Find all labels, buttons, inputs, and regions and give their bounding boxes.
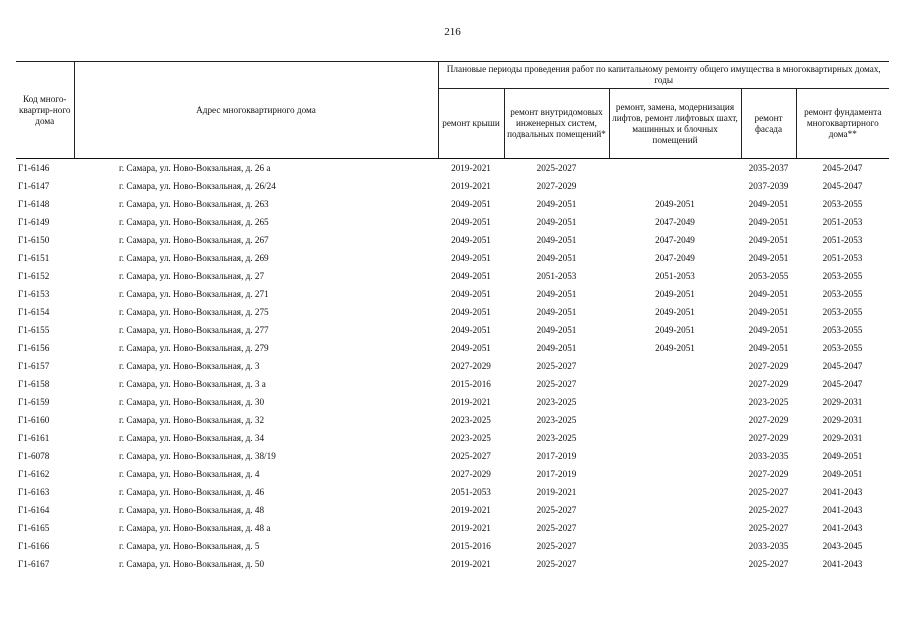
cell-foundation: 2041-2043	[822, 504, 863, 515]
cell-lifts	[609, 357, 741, 375]
cell-systems: 2025-2027	[536, 522, 577, 533]
cell-facade: 2025-2027	[748, 486, 789, 497]
cell-code: Г1-6148	[18, 198, 50, 209]
cell-facade: 2049-2051	[748, 252, 789, 263]
cell-roof: 2023-2025	[451, 414, 491, 425]
cell-systems: 2017-2019	[536, 450, 577, 461]
cell-lifts	[609, 465, 741, 483]
cell-facade: 2025-2027	[748, 504, 789, 515]
cell-systems: 2049-2051	[536, 324, 577, 335]
cell-code: Г1-6078	[18, 450, 50, 461]
cell-address: г. Самара, ул. Ново-Вокзальная, д. 265	[119, 216, 269, 227]
cell-lifts: 2049-2051	[655, 288, 695, 299]
cell-foundation: 2053-2055	[822, 288, 863, 299]
cell-lifts	[609, 375, 741, 393]
table-header	[16, 62, 889, 159]
cell-lifts	[609, 519, 741, 537]
cell-systems: 2017-2019	[536, 468, 577, 479]
cell-code: Г1-6149	[18, 216, 50, 227]
cell-facade: 2027-2029	[748, 414, 789, 425]
table-row	[16, 411, 889, 429]
cell-systems: 2049-2051	[536, 288, 577, 299]
cell-code: Г1-6154	[18, 306, 50, 317]
col-header-code: Код много-квартир-ного дома	[16, 62, 74, 159]
cell-systems: 2049-2051	[536, 342, 577, 353]
table-row	[16, 375, 889, 393]
cell-lifts	[609, 411, 741, 429]
cell-facade: 2025-2027	[748, 522, 789, 533]
cell-facade: 2023-2025	[748, 396, 789, 407]
cell-address: г. Самара, ул. Ново-Вокзальная, д. 269	[119, 252, 269, 263]
cell-address: г. Самара, ул. Ново-Вокзальная, д. 27	[119, 270, 265, 281]
cell-code: Г1-6156	[18, 342, 50, 353]
cell-systems: 2025-2027	[536, 360, 577, 371]
cell-lifts: 2047-2049	[655, 252, 695, 263]
cell-roof: 2049-2051	[451, 198, 491, 209]
table-row	[16, 339, 889, 357]
table-row	[16, 519, 889, 537]
cell-facade: 2049-2051	[748, 288, 789, 299]
cell-code: Г1-6163	[18, 486, 50, 497]
cell-foundation: 2041-2043	[822, 486, 863, 497]
cell-systems: 2019-2021	[536, 486, 577, 497]
cell-roof: 2051-2053	[451, 486, 491, 497]
cell-address: г. Самара, ул. Ново-Вокзальная, д. 263	[119, 198, 269, 209]
table-row	[16, 213, 889, 231]
cell-address: г. Самара, ул. Ново-Вокзальная, д. 48	[119, 504, 265, 515]
cell-systems: 2049-2051	[536, 306, 577, 317]
table-row	[16, 159, 889, 178]
cell-facade: 2027-2029	[748, 360, 789, 371]
cell-address: г. Самара, ул. Ново-Вокзальная, д. 38/19	[119, 450, 276, 461]
cell-address: г. Самара, ул. Ново-Вокзальная, д. 26/24	[119, 180, 276, 191]
col-header-systems: ремонт внутридомовых инженерных систем, подвальных помещений*	[504, 89, 609, 159]
cell-address: г. Самара, ул. Ново-Вокзальная, д. 271	[119, 288, 269, 299]
cell-lifts: 2049-2051	[655, 198, 695, 209]
cell-address: г. Самара, ул. Ново-Вокзальная, д. 50	[119, 558, 265, 569]
cell-lifts: 2047-2049	[655, 216, 695, 227]
cell-foundation: 2029-2031	[822, 396, 863, 407]
capital-repair-table	[16, 61, 889, 573]
cell-roof: 2019-2021	[451, 522, 491, 533]
cell-foundation: 2051-2053	[822, 252, 863, 263]
cell-roof: 2015-2016	[451, 540, 491, 551]
cell-roof: 2027-2029	[451, 468, 491, 479]
cell-address: г. Самара, ул. Ново-Вокзальная, д. 3	[119, 360, 260, 371]
cell-lifts	[609, 393, 741, 411]
cell-roof: 2049-2051	[451, 252, 491, 263]
cell-address: г. Самара, ул. Ново-Вокзальная, д. 279	[119, 342, 269, 353]
cell-facade: 2025-2027	[748, 558, 789, 569]
cell-systems: 2023-2025	[536, 414, 577, 425]
cell-code: Г1-6165	[18, 522, 50, 533]
cell-facade: 2033-2035	[748, 540, 789, 551]
table-row	[16, 429, 889, 447]
cell-address: г. Самара, ул. Ново-Вокзальная, д. 277	[119, 324, 269, 335]
cell-code: Г1-6159	[18, 396, 50, 407]
cell-code: Г1-6147	[18, 180, 50, 191]
cell-foundation: 2049-2051	[822, 468, 863, 479]
cell-address: г. Самара, ул. Ново-Вокзальная, д. 32	[119, 414, 265, 425]
cell-roof: 2023-2025	[451, 432, 491, 443]
cell-code: Г1-6160	[18, 414, 50, 425]
cell-systems: 2025-2027	[536, 162, 577, 173]
cell-foundation: 2029-2031	[822, 432, 863, 443]
table-row	[16, 501, 889, 519]
cell-address: г. Самара, ул. Ново-Вокзальная, д. 5	[119, 540, 260, 551]
cell-systems: 2023-2025	[536, 396, 577, 407]
page-number: 216	[444, 26, 461, 38]
cell-code: Г1-6161	[18, 432, 50, 443]
cell-systems: 2025-2027	[536, 378, 577, 389]
cell-code: Г1-6158	[18, 378, 50, 389]
cell-code: Г1-6153	[18, 288, 50, 299]
cell-roof: 2027-2029	[451, 360, 491, 371]
cell-facade: 2049-2051	[748, 324, 789, 335]
table-row	[16, 483, 889, 501]
cell-lifts	[609, 429, 741, 447]
cell-roof: 2049-2051	[451, 324, 491, 335]
cell-lifts: 2049-2051	[655, 324, 695, 335]
cell-foundation: 2041-2043	[822, 522, 863, 533]
cell-foundation: 2051-2053	[822, 234, 863, 245]
cell-facade: 2049-2051	[748, 342, 789, 353]
cell-foundation: 2053-2055	[822, 198, 863, 209]
cell-lifts	[609, 537, 741, 555]
cell-roof: 2019-2021	[451, 162, 491, 173]
cell-roof: 2049-2051	[451, 234, 491, 245]
cell-facade: 2027-2029	[748, 468, 789, 479]
table-body	[16, 159, 889, 574]
cell-roof: 2049-2051	[451, 216, 491, 227]
cell-roof: 2019-2021	[451, 558, 491, 569]
cell-facade: 2035-2037	[748, 162, 789, 173]
cell-address: г. Самара, ул. Ново-Вокзальная, д. 26 а	[119, 162, 271, 173]
table-row	[16, 357, 889, 375]
cell-code: Г1-6151	[18, 252, 50, 263]
table-row	[16, 195, 889, 213]
cell-roof: 2049-2051	[451, 306, 491, 317]
cell-systems: 2023-2025	[536, 432, 577, 443]
table-row	[16, 465, 889, 483]
cell-foundation: 2045-2047	[822, 162, 863, 173]
cell-foundation: 2045-2047	[822, 378, 863, 389]
cell-foundation: 2049-2051	[822, 450, 863, 461]
cell-facade: 2037-2039	[748, 180, 789, 191]
cell-roof: 2019-2021	[451, 180, 491, 191]
cell-lifts	[609, 159, 741, 178]
cell-roof: 2049-2051	[451, 288, 491, 299]
cell-lifts: 2049-2051	[655, 342, 695, 353]
cell-code: Г1-6166	[18, 540, 50, 551]
cell-foundation: 2053-2055	[822, 324, 863, 335]
col-header-address: Адрес многоквартирного дома	[74, 62, 438, 159]
cell-facade: 2027-2029	[748, 432, 789, 443]
cell-facade: 2049-2051	[748, 216, 789, 227]
table-row	[16, 537, 889, 555]
cell-code: Г1-6146	[18, 162, 50, 173]
cell-foundation: 2053-2055	[822, 342, 863, 353]
cell-code: Г1-6162	[18, 468, 50, 479]
table-row	[16, 321, 889, 339]
cell-lifts: 2049-2051	[655, 306, 695, 317]
cell-address: г. Самара, ул. Ново-Вокзальная, д. 30	[119, 396, 265, 407]
cell-foundation: 2053-2055	[822, 306, 863, 317]
table-row	[16, 177, 889, 195]
col-header-foundation: ремонт фундамента многоквартирного дома**	[796, 89, 889, 159]
cell-foundation: 2041-2043	[822, 558, 863, 569]
table-row	[16, 555, 889, 573]
cell-lifts	[609, 447, 741, 465]
col-header-roof: ремонт крыши	[438, 89, 504, 159]
cell-lifts	[609, 555, 741, 573]
cell-systems: 2025-2027	[536, 558, 577, 569]
cell-foundation: 2051-2053	[822, 216, 863, 227]
cell-code: Г1-6155	[18, 324, 50, 335]
cell-foundation: 2029-2031	[822, 414, 863, 425]
col-header-facade: ремонт фасада	[741, 89, 796, 159]
cell-lifts	[609, 501, 741, 519]
cell-code: Г1-6164	[18, 504, 50, 515]
cell-systems: 2025-2027	[536, 504, 577, 515]
cell-roof: 2019-2021	[451, 504, 491, 515]
cell-address: г. Самара, ул. Ново-Вокзальная, д. 275	[119, 306, 269, 317]
cell-address: г. Самара, ул. Ново-Вокзальная, д. 46	[119, 486, 265, 497]
cell-address: г. Самара, ул. Ново-Вокзальная, д. 34	[119, 432, 265, 443]
table-row	[16, 267, 889, 285]
cell-lifts	[609, 177, 741, 195]
cell-systems: 2049-2051	[536, 234, 577, 245]
cell-roof: 2049-2051	[451, 342, 491, 353]
cell-facade: 2033-2035	[748, 450, 789, 461]
col-header-group: Плановые периоды проведения работ по капитальному ремонту общего имущества в многоквартирных домах, годы	[438, 62, 889, 89]
table-row	[16, 249, 889, 267]
cell-address: г. Самара, ул. Ново-Вокзальная, д. 48 а	[119, 522, 271, 533]
cell-facade: 2053-2055	[748, 270, 789, 281]
cell-code: Г1-6150	[18, 234, 50, 245]
cell-lifts: 2051-2053	[655, 270, 695, 281]
cell-systems: 2049-2051	[536, 198, 577, 209]
cell-address: г. Самара, ул. Ново-Вокзальная, д. 267	[119, 234, 269, 245]
table-row	[16, 393, 889, 411]
cell-roof: 2049-2051	[451, 270, 491, 281]
cell-code: Г1-6157	[18, 360, 50, 371]
cell-facade: 2027-2029	[748, 378, 789, 389]
table-row	[16, 303, 889, 321]
table-row	[16, 447, 889, 465]
cell-roof: 2019-2021	[451, 396, 491, 407]
cell-code: Г1-6167	[18, 558, 50, 569]
cell-code: Г1-6152	[18, 270, 50, 281]
cell-address: г. Самара, ул. Ново-Вокзальная, д. 4	[119, 468, 260, 479]
cell-foundation: 2045-2047	[822, 360, 863, 371]
cell-lifts: 2047-2049	[655, 234, 695, 245]
cell-roof: 2015-2016	[451, 378, 491, 389]
cell-facade: 2049-2051	[748, 198, 789, 209]
cell-facade: 2049-2051	[748, 306, 789, 317]
cell-systems: 2049-2051	[536, 216, 577, 227]
cell-roof: 2025-2027	[451, 450, 491, 461]
cell-foundation: 2053-2055	[822, 270, 863, 281]
cell-systems: 2027-2029	[536, 180, 577, 191]
table-row	[16, 231, 889, 249]
cell-facade: 2049-2051	[748, 234, 789, 245]
cell-systems: 2025-2027	[536, 540, 577, 551]
cell-foundation: 2045-2047	[822, 180, 863, 191]
cell-foundation: 2043-2045	[822, 540, 863, 551]
cell-systems: 2049-2051	[536, 252, 577, 263]
cell-address: г. Самара, ул. Ново-Вокзальная, д. 3 а	[119, 378, 266, 389]
cell-systems: 2051-2053	[536, 270, 577, 281]
col-header-lifts: ремонт, замена, модернизация лифтов, ремонт лифтовых шахт, машинных и блочных помещений	[609, 89, 741, 159]
table-row	[16, 285, 889, 303]
cell-lifts	[609, 483, 741, 501]
